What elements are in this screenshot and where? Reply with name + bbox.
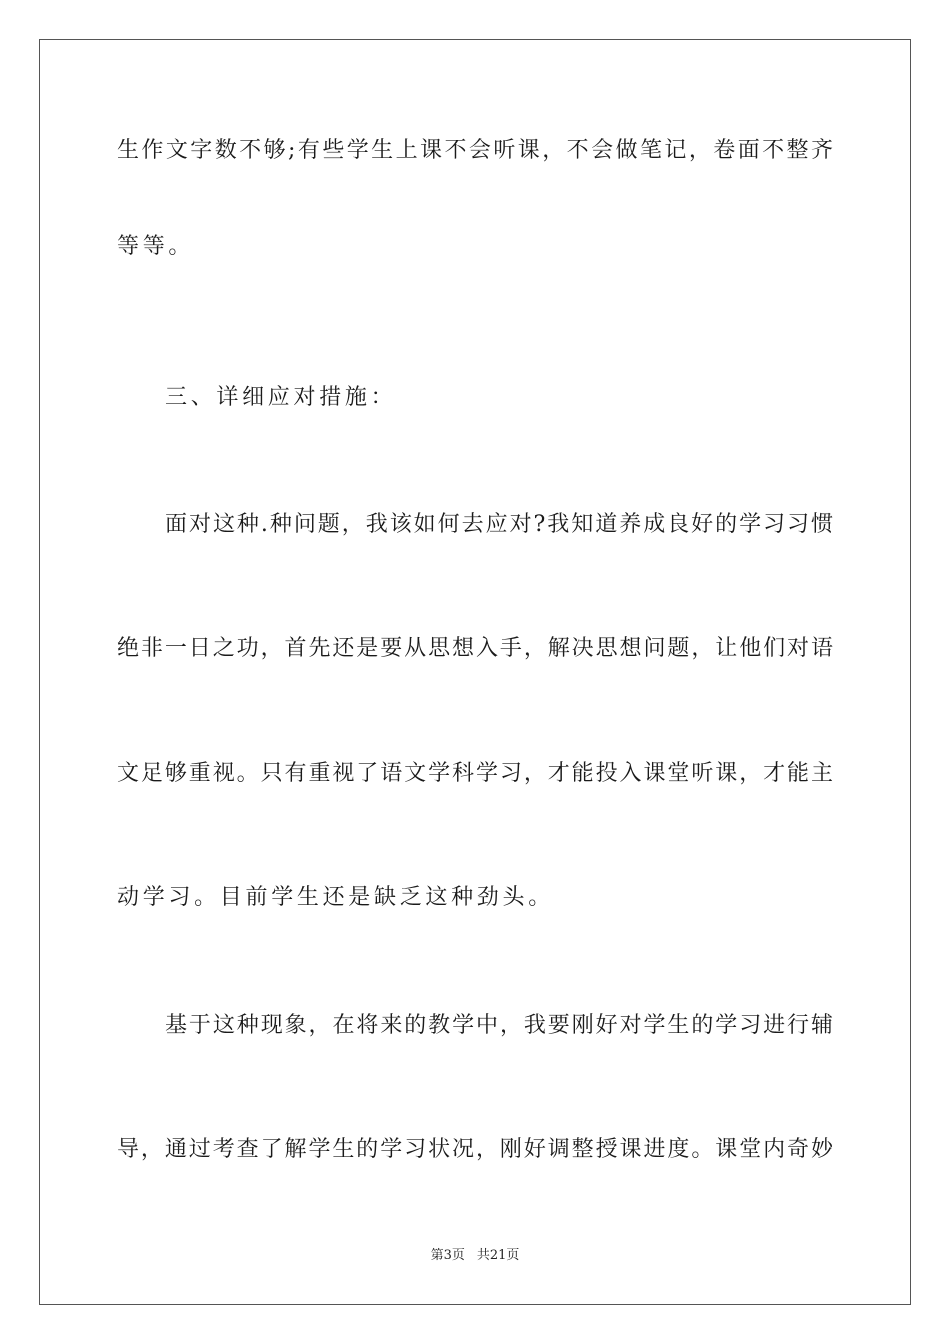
text-line: 绝非一日之功，首先还是要从思想入手，解决思想问题，让他们对语	[117, 636, 833, 661]
text-line: 面对这种.种问题，我该如何去应对?我知道养成良好的学习习惯	[165, 512, 833, 537]
text-line: 文足够重视。只有重视了语文学科学习，才能投入课堂听课，才能主	[117, 761, 833, 786]
text-line: 生作文字数不够;有些学生上课不会听课，不会做笔记，卷面不整齐	[117, 138, 833, 163]
text-line: 动学习。目前学生还是缺乏这种劲头。	[117, 885, 554, 910]
text-line: 导，通过考查了解学生的学习状况，刚好调整授课进度。课堂内奇妙	[117, 1137, 833, 1162]
page-border	[39, 39, 911, 1305]
text-line: 等等。	[117, 234, 195, 259]
section-heading: 三、详细应对措施：	[165, 385, 397, 410]
page-total: 共21页	[476, 1248, 520, 1263]
page-footer	[0, 1248, 950, 1264]
page-number: 第3页	[430, 1248, 465, 1263]
text-line: 基于这种现象，在将来的教学中，我要刚好对学生的学习进行辅	[165, 1013, 833, 1038]
